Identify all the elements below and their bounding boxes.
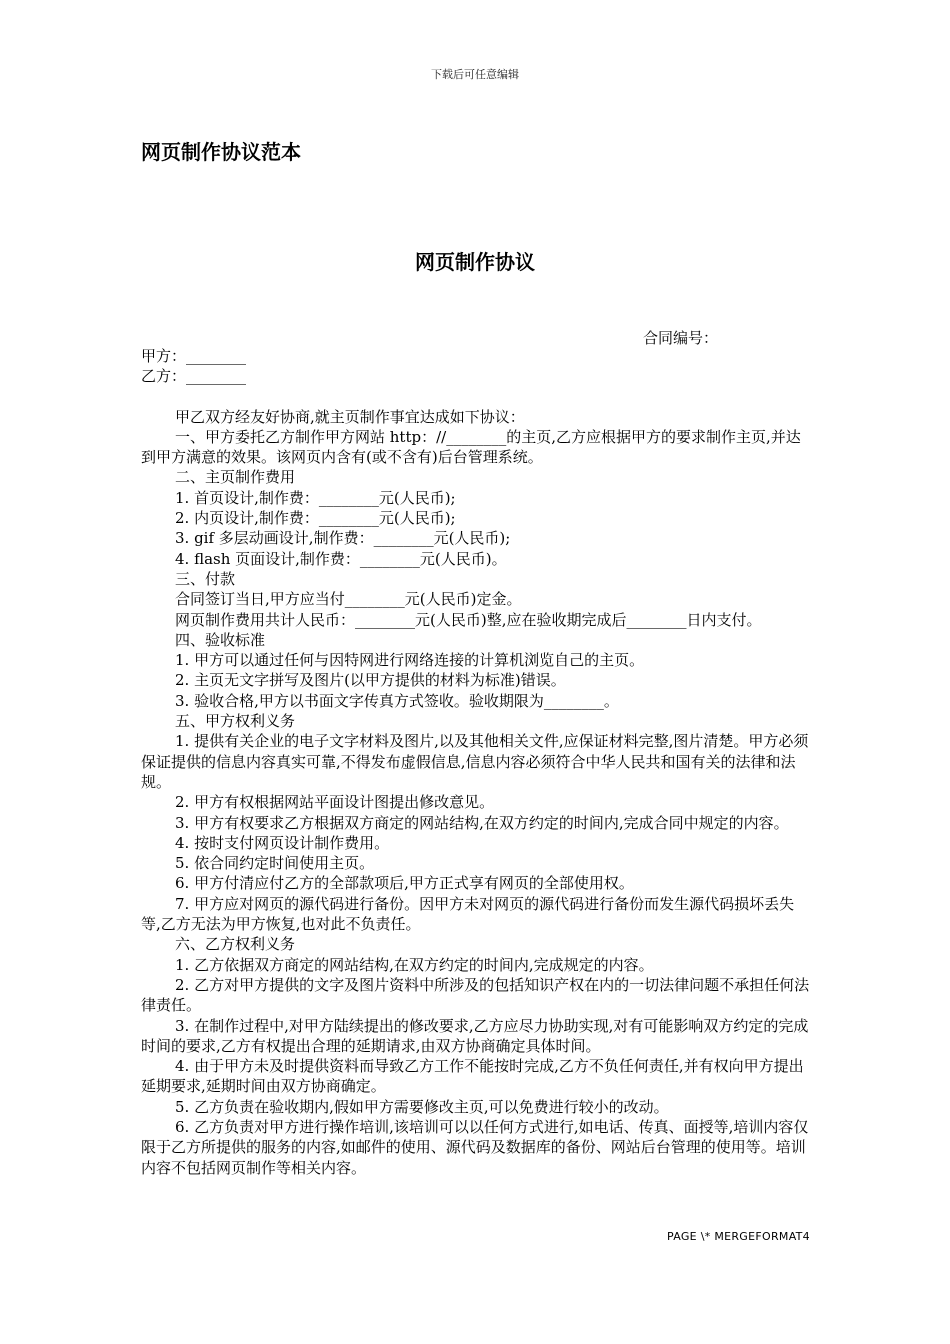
list-item: 5. 依合同约定时间使用主页。 <box>175 854 375 873</box>
list-item: 6. 乙方负责对甲方进行操作培训,该培训可以以任何方式进行,如电话、传真、面授等,培训内容仅限于乙方所提供的服务的内容,如邮件的使用、源代码及数据库的备份、网站后台管理的使用等。培训内容不包括网页制作等相关内容。 <box>141 1117 809 1177</box>
list-item: 4. 由于甲方未及时提供资料而导致乙方工作不能按时完成,乙方不负任何责任,并有权向甲方提出延期要求,延期时间由双方协商确定。 <box>141 1057 804 1096</box>
paragraph: 合同签订当日,甲方应当付________元(人民币)定金。 <box>175 590 522 609</box>
paragraph: 甲乙双方经友好协商,就主页制作事宜达成如下协议： <box>175 407 525 426</box>
list-item: 3. 验收合格,甲方以书面文字传真方式签收。验收期限为________。 <box>175 691 619 710</box>
paragraph: 网页制作费用共计人民币：________元(人民币)整,应在验收期完成后________日内支付。 <box>175 610 762 629</box>
header-note: 下载后可任意编辑 <box>431 68 519 81</box>
contract-number-label: 合同编号： <box>643 329 719 347</box>
party-b-line: 乙方：________ <box>141 367 247 386</box>
paragraph: 一、甲方委托乙方制作甲方网站 http：//________的主页,乙方应根据甲方的要求制作主页,并达到甲方满意的效果。该网页内含有(或不含有)后台管理系统。 <box>141 427 801 467</box>
list-item: 4. flash 页面设计,制作费：________元(人民币)。 <box>175 549 507 568</box>
list-item: 7. 甲方应对网页的源代码进行备份。因甲方未对网页的源代码进行备份而发生源代码损坏丢失等,乙方无法为甲方恢复,也对此不负责任。 <box>141 894 795 934</box>
document-title: 网页制作协议范本 <box>141 140 301 164</box>
page-footer-field: PAGE \* MERGEFORMAT4 <box>666 1230 810 1243</box>
spacer <box>141 387 810 407</box>
section-heading: 六、乙方权利义务 <box>175 935 296 954</box>
contract-body <box>141 346 810 1178</box>
list-item: 1. 甲方可以通过任何与因特网进行网络连接的计算机浏览自己的主页。 <box>175 651 645 670</box>
section-heading: 二、主页制作费用 <box>175 468 296 487</box>
section-heading: 三、付款 <box>175 569 236 588</box>
party-a-line: 甲方：________ <box>141 347 247 365</box>
section-heading: 四、验收标准 <box>175 630 266 649</box>
list-item: 1. 提供有关企业的电子文字材料及图片,以及其他相关文件,应保证材料完整,图片清楚。甲方必须保证提供的信息内容真实可靠,不得发布虚假信息,信息内容必须符合中华人民共和国有关的法律和法规。 <box>141 732 809 791</box>
list-item: 2. 主页无文字拼写及图片(以甲方提供的材料为标准)错误。 <box>175 671 566 690</box>
list-item: 5. 乙方负责在验收期内,假如甲方需要修改主页,可以免费进行较小的改动。 <box>175 1097 669 1116</box>
contract-title: 网页制作协议 <box>415 250 535 274</box>
list-item: 3. 甲方有权要求乙方根据双方商定的网站结构,在双方约定的时间内,完成合同中规定的内容。 <box>175 813 789 832</box>
list-item: 2. 甲方有权根据网站平面设计图提出修改意见。 <box>175 793 495 812</box>
list-item: 3. gif 多层动画设计,制作费：________元(人民币); <box>175 529 511 548</box>
list-item: 1. 乙方依据双方商定的网站结构,在双方约定的时间内,完成规定的内容。 <box>175 955 654 974</box>
list-item: 2. 内页设计,制作费：________元(人民币); <box>175 509 456 528</box>
list-item: 2. 乙方对甲方提供的文字及图片资料中所涉及的包括知识产权在内的一切法律问题不承担任何法律责任。 <box>141 975 810 1015</box>
list-item: 1. 首页设计,制作费：________元(人民币); <box>175 488 456 507</box>
section-heading: 五、甲方权利义务 <box>175 712 296 731</box>
list-item: 4. 按时支付网页设计制作费用。 <box>175 833 390 852</box>
list-item: 6. 甲方付清应付乙方的全部款项后,甲方正式享有网页的全部使用权。 <box>175 874 634 893</box>
list-item: 3. 在制作过程中,对甲方陆续提出的修改要求,乙方应尽力协助实现,对有可能影响双方约定的完成时间的要求,乙方有权提出合理的延期请求,由双方协商确定具体时间。 <box>141 1016 809 1055</box>
